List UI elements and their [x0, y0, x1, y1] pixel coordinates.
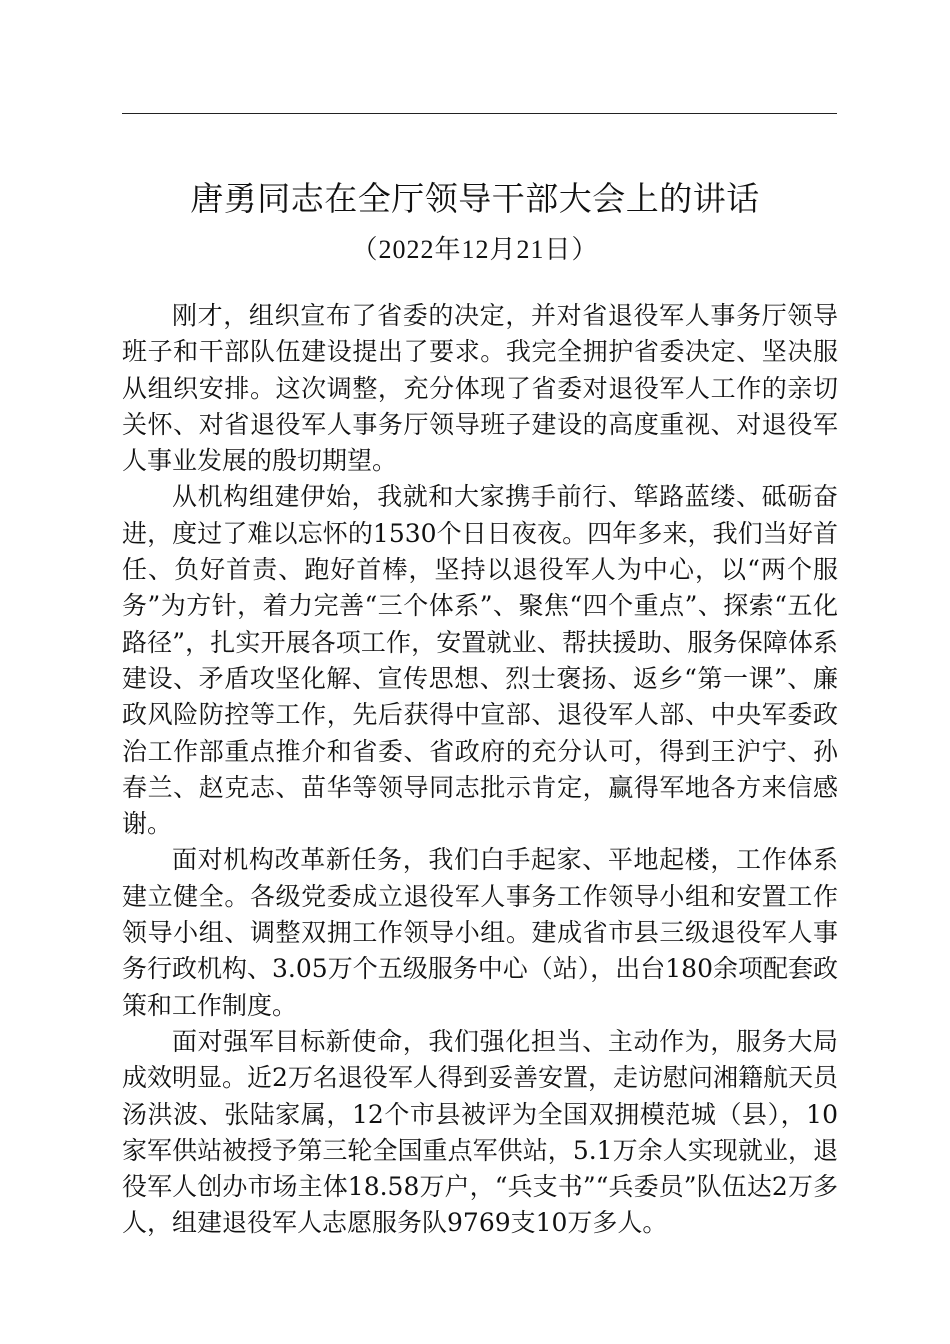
- document-title: 唐勇同志在全厅领导干部大会上的讲话: [190, 179, 760, 218]
- header-rule: [122, 113, 837, 114]
- document-date: （2022年12月21日）: [351, 235, 599, 264]
- document-body: [122, 298, 838, 1242]
- paragraph: 从机构组建伊始，我就和大家携手前行、筚路蓝缕、砥砺奋进，度过了难以忘怀的1530个日日夜夜。四年多来，我们当好首任、负好首责、跑好首棒，坚持以退役军人为中心，以“两个服务”为方针，着力完善“三个体系”、聚焦“四个重点”、探索“五化路径”，扎实开展各项工作，安置就业、帮扶援助、服务保障体系建设、矛盾攻坚化解、宣传思想、烈士褒扬、返乡“第一课”、廉政风险防控等工作，先后获得中宣部、退役军人部、中央军委政治工作部重点推介和省委、省政府的充分认可，得到王沪宁、孙春兰、赵克志、苗华等领导同志批示肯定，赢得军地各方来信感谢。: [122, 482, 838, 839]
- paragraph: 面对强军目标新使命，我们强化担当、主动作为，服务大局成效明显。近2万名退役军人得到妥善安置，走访慰问湘籍航天员汤洪波、张陆家属，12个市县被评为全国双拥模范城（县），10家军供站被授予第三轮全国重点军供站，5.1万余人实现就业，退役军人创办市场主体18.58万户，“兵支书”“兵委员”队伍达2万多人，组建退役军人志愿服务队9769支10万多人。: [122, 1026, 838, 1238]
- paragraph: 面对机构改革新任务，我们白手起家、平地起楼，工作体系建立健全。各级党委成立退役军人事务工作领导小组和安置工作领导小组、调整双拥工作领导小组。建成省市县三级退役军人事务行政机构、3.05万个五级服务中心（站），出台180余项配套政策和工作制度。: [122, 845, 838, 1020]
- paragraph: 刚才，组织宣布了省委的决定，并对省退役军人事务厅领导班子和干部队伍建设提出了要求。我完全拥护省委决定、坚决服从组织安排。这次调整，充分体现了省委对退役军人工作的亲切关怀、对省退役军人事务厅领导班子建设的高度重视、对退役军人事业发展的殷切期望。: [122, 301, 838, 476]
